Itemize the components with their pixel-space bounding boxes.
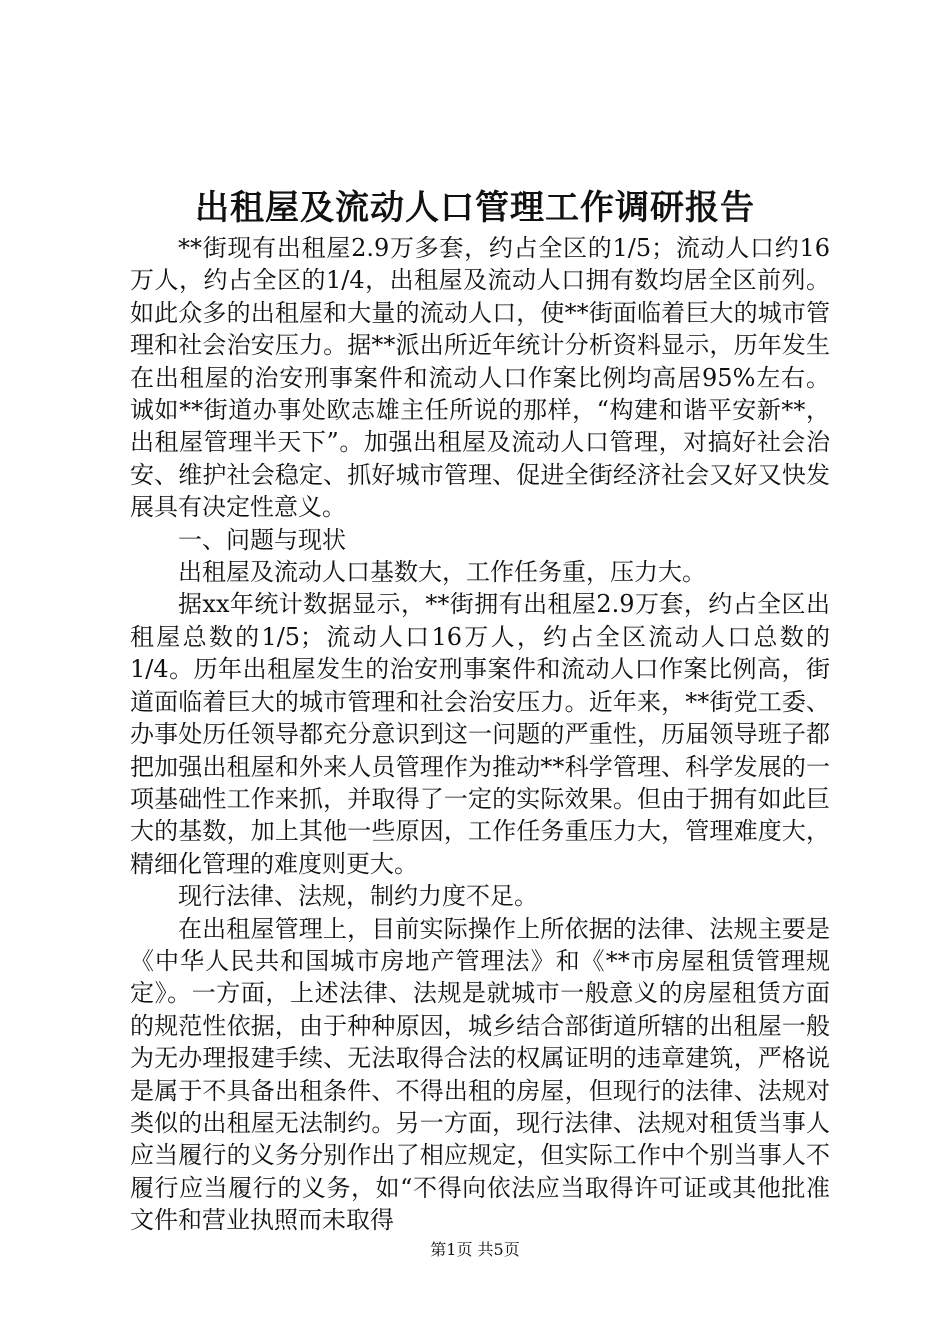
paragraph-statistics: 据xx年统计数据显示，**街拥有出租屋2.9万套，约占全区出租屋总数的1/5；流动人口16万人，约占全区流动人口总数的1/4。历年出租屋发生的治安刑事案件和流动人口作案比例高，街道面临着巨大的城市管理和社会治安压力。近年来，**街党工委、办事处历任领导都充分意识到这一问题的严重性，历届领导班子都把加强出租屋和外来人员管理作为推动**科学管理、科学发展的一项基础性工作来抓，并取得了一定的实际效果。但由于拥有如此巨大的基数，加上其他一些原因，工作任务重压力大，管理难度大，精细化管理的难度则更大。 [130, 590, 830, 878]
paragraph-point-base: 出租屋及流动人口基数大，工作任务重，压力大。 [178, 558, 706, 587]
section-heading-problems: 一、问题与现状 [178, 525, 346, 554]
paragraph-point-law: 现行法律、法规，制约力度不足。 [178, 882, 538, 911]
page-title: 出租屋及流动人口管理工作调研报告 [195, 188, 755, 228]
paragraph-law-detail: 在出租屋管理上，目前实际操作上所依据的法律、法规主要是《中华人民共和国城市房地产管理法》和《**市房屋租赁管理规定》。一方面，上述法律、法规是就城市一般意义的房屋租赁方面的规范性依据，由于种种原因，城乡结合部街道所辖的出租屋一般为无办理报建手续、无法取得合法的权属证明的违章建筑，严格说是属于不具备出租条件、不得出租的房屋，但现行的法律、法规对类似的出租屋无法制约。另一方面，现行法律、法规对租赁当事人应当履行的义务分别作出了相应规定，但实际工作中个别当事人不履行应当履行的义务，如“不得向依法应当取得许可证或其他批准文件和营业执照而未取得 [130, 914, 830, 1235]
paragraph-intro: **街现有出租屋2.9万多套，约占全区的1/5；流动人口约16万人，约占全区的1/4，出租屋及流动人口拥有数均居全区前列。如此众多的出租屋和大量的流动人口，使**街面临着巨大的城市管理和社会治安压力。据**派出所近年统计分析资料显示，历年发生在出租屋的治安刑事案件和流动人口作案比例均高居95%左右。诚如**街道办事处欧志雄主任所说的那样，“构建和谐平安新**，出租屋管理半天下”。加强出租屋及流动人口管理，对搞好社会治安、维护社会稳定、抓好城市管理、促进全街经济社会又好又快发展具有决定性意义。 [130, 234, 830, 522]
document-body [130, 232, 830, 1237]
page-number-footer: 第1页 共5页 [430, 1240, 520, 1259]
